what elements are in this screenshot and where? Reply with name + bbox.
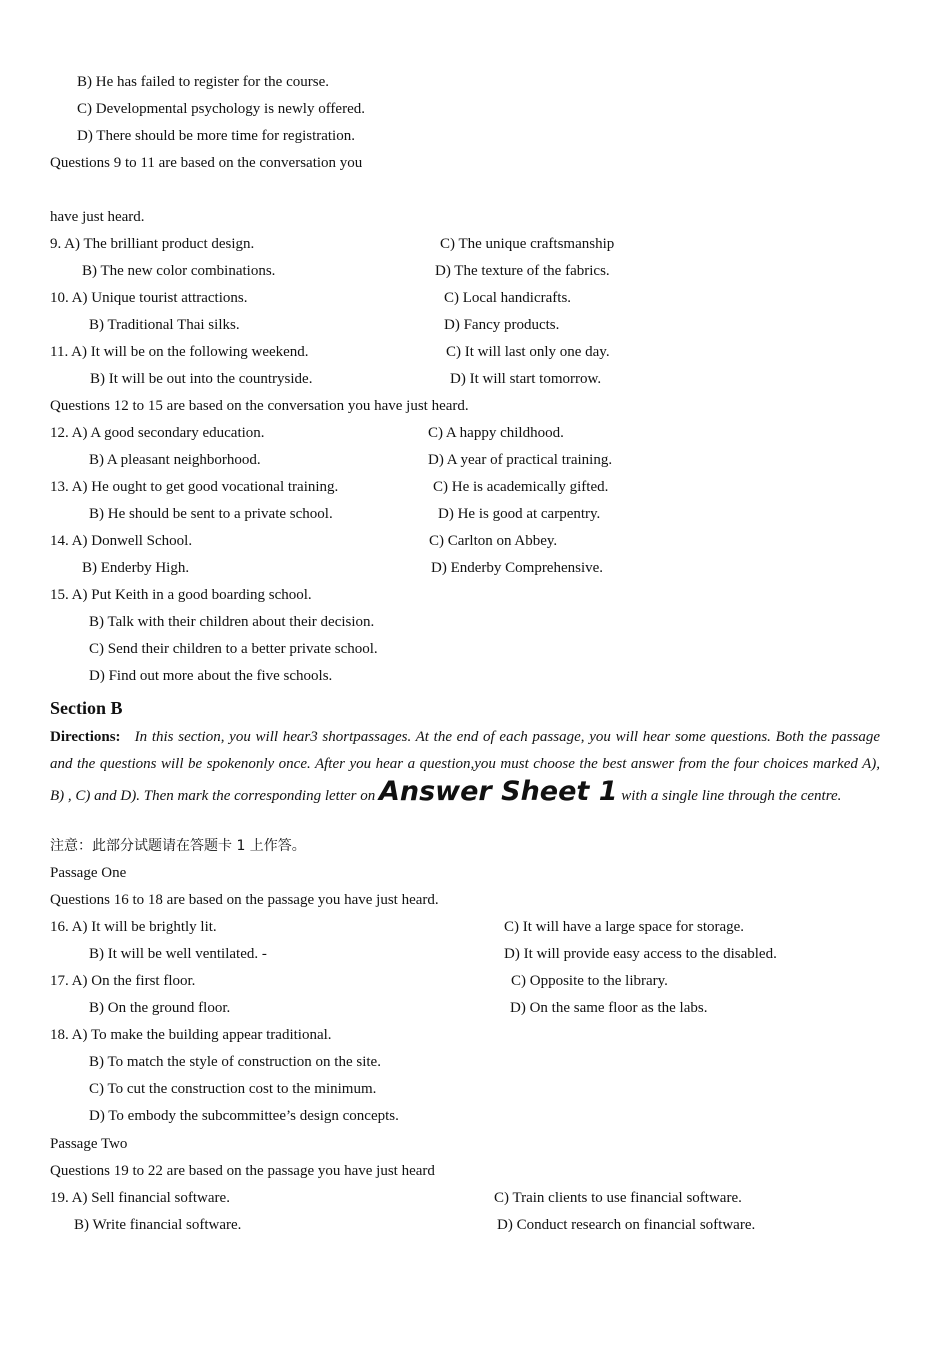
passage-one-title: Passage One xyxy=(50,865,127,881)
q13-option-d: D) He is good at carpentry. xyxy=(438,506,601,522)
directions-label: Directions: xyxy=(50,729,121,745)
q16-option-a: 16. A) It will be brightly lit. xyxy=(50,919,217,935)
q16-option-d: D) It will provide easy access to the disabled. xyxy=(504,946,777,962)
q16-option-b: B) It will be well ventilated. - xyxy=(89,946,267,962)
directions-end: with a single line through the centre. xyxy=(621,788,842,804)
q11-option-c: C) It will last only one day. xyxy=(446,344,610,360)
q8-option-b: B) He has failed to register for the course. xyxy=(77,74,329,90)
q14-option-b: B) Enderby High. xyxy=(82,560,190,576)
q15-option-d: D) Find out more about the five schools. xyxy=(89,668,333,684)
section-b-title: Section B xyxy=(50,698,123,718)
q12-option-c: C) A happy childhood. xyxy=(428,425,564,441)
q11-option-d: D) It will start tomorrow. xyxy=(450,371,602,387)
q8-option-d: D) There should be more time for registration. xyxy=(77,128,355,144)
q12-option-b: B) A pleasant neighborhood. xyxy=(89,452,261,468)
q17-option-c: C) Opposite to the library. xyxy=(511,973,668,989)
q9-11-intro-line2: have just heard. xyxy=(50,209,145,225)
q11-option-b: B) It will be out into the countryside. xyxy=(90,371,313,387)
q15-option-b: B) Talk with their children about their decision. xyxy=(89,614,375,630)
q17-option-d: D) On the same floor as the labs. xyxy=(510,1000,708,1016)
q10-option-b: B) Traditional Thai silks. xyxy=(89,317,240,333)
directions-text: In this section, you will hear3 shortpassages. At the end of each passage, you will hear some questions. Both the passage and the questions will be spokenonly once. After you hear a question,you must choose the best answer from the four choices marked A), B) , C) and D). Then mark the corresponding letter on xyxy=(50,729,881,804)
q9-option-a: 9. A) The brilliant product design. xyxy=(50,236,255,252)
q10-option-c: C) Local handicrafts. xyxy=(444,290,572,306)
q15-option-a: 15. A) Put Keith in a good boarding school. xyxy=(50,587,312,603)
q14-option-d: D) Enderby Comprehensive. xyxy=(431,560,604,576)
q12-option-a: 12. A) A good secondary education. xyxy=(50,425,265,441)
passage-two-title: Passage Two xyxy=(50,1136,128,1152)
q16-option-c: C) It will have a large space for storage. xyxy=(504,919,745,935)
q10-option-a: 10. A) Unique tourist attractions. xyxy=(50,290,248,306)
q14-option-a: 14. A) Donwell School. xyxy=(50,533,193,549)
q9-option-d: D) The texture of the fabrics. xyxy=(435,263,610,279)
q19-22-intro: Questions 19 to 22 are based on the passage you have just heard xyxy=(50,1163,435,1179)
q19-option-c: C) Train clients to use financial software. xyxy=(494,1190,742,1206)
q9-option-b: B) The new color combinations. xyxy=(82,263,276,279)
q12-15-intro: Questions 12 to 15 are based on the conversation you have just heard. xyxy=(50,398,469,414)
q12-option-d: D) A year of practical training. xyxy=(428,452,613,468)
q16-18-intro: Questions 16 to 18 are based on the passage you have just heard. xyxy=(50,892,439,908)
q18-option-d: D) To embody the subcommittee’s design concepts. xyxy=(89,1108,399,1124)
q9-option-c: C) The unique craftsmanship xyxy=(440,236,615,252)
section-b-note: 注意：此部分试题请在答题卡 1 上作答。 xyxy=(50,838,306,854)
q19-option-b: B) Write financial software. xyxy=(74,1217,242,1233)
q9-11-intro-line1: Questions 9 to 11 are based on the conversation you xyxy=(50,155,363,171)
q18-option-b: B) To match the style of construction on the site. xyxy=(89,1054,381,1070)
q17-option-b: B) On the ground floor. xyxy=(89,1000,231,1016)
q13-option-a: 13. A) He ought to get good vocational training. xyxy=(50,479,339,495)
q15-option-c: C) Send their children to a better private school. xyxy=(89,641,378,657)
q19-option-d: D) Conduct research on financial software. xyxy=(497,1217,756,1233)
answer-sheet-label: Answer Sheet 1 xyxy=(378,776,618,807)
q11-option-a: 11. A) It will be on the following weekend. xyxy=(50,344,309,360)
q10-option-d: D) Fancy products. xyxy=(444,317,560,333)
q18-option-a: 18. A) To make the building appear traditional. xyxy=(50,1027,332,1043)
q13-option-c: C) He is academically gifted. xyxy=(433,479,609,495)
q19-option-a: 19. A) Sell financial software. xyxy=(50,1190,230,1206)
q14-option-c: C) Carlton on Abbey. xyxy=(429,533,558,549)
q18-option-c: C) To cut the construction cost to the minimum. xyxy=(89,1081,377,1097)
q17-option-a: 17. A) On the first floor. xyxy=(50,973,196,989)
q13-option-b: B) He should be sent to a private school. xyxy=(89,506,333,522)
section-b-directions xyxy=(50,724,880,810)
q8-option-c: C) Developmental psychology is newly offered. xyxy=(77,101,365,117)
